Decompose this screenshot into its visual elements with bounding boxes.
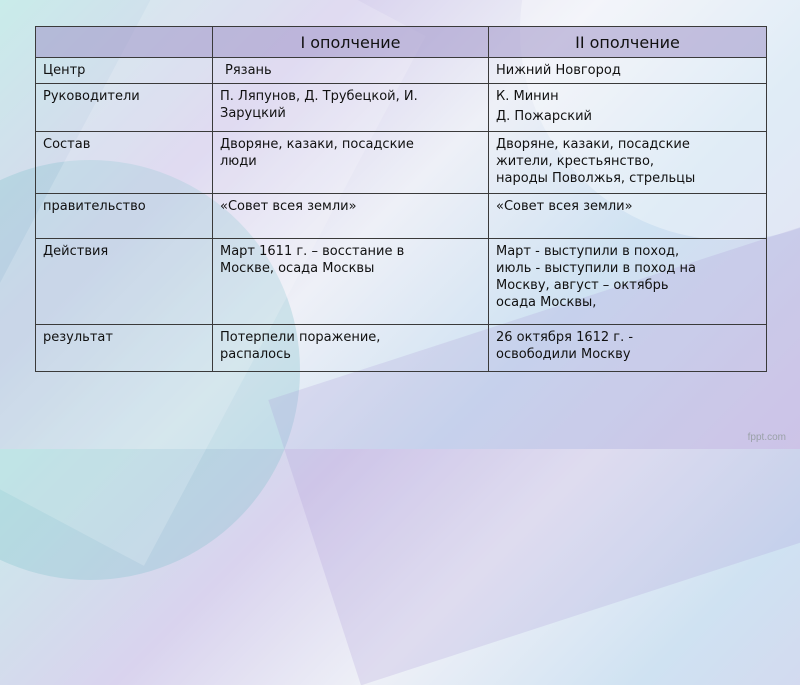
cell-text: Нижний Новгород	[496, 63, 621, 78]
cell-text: Москву, август – октябрь	[496, 278, 669, 293]
cell-text: Дворяне, казаки, посадские	[496, 137, 690, 152]
cell-text: жители, крестьянство,	[496, 154, 655, 169]
row-label: Центр	[36, 58, 213, 84]
table-row	[36, 132, 767, 194]
cell-text: Март 1611 г. – восстание в	[220, 244, 405, 259]
cell-text: Потерпели поражение,	[220, 330, 381, 345]
cell-second-militia	[489, 194, 767, 239]
header-empty-cell	[36, 27, 213, 58]
cell-first-militia	[213, 194, 489, 239]
cell-second-militia	[489, 84, 767, 132]
cell-text: К. Минин	[496, 89, 559, 104]
table-row	[36, 194, 767, 239]
cell-first-militia	[213, 239, 489, 325]
cell-first-militia	[213, 325, 489, 372]
cell-first-militia	[213, 132, 489, 194]
cell-text: 26 октября 1612 г. -	[496, 330, 634, 345]
cell-text: Дворяне, казаки, посадские	[220, 137, 414, 152]
cell-text: освободили Москву	[496, 347, 631, 362]
table-row	[36, 84, 767, 132]
cell-text: осада Москвы,	[496, 295, 597, 310]
table-row	[36, 239, 767, 325]
row-label: правительство	[36, 194, 213, 239]
cell-text: Москве, осада Москвы	[220, 261, 375, 276]
table-header-row	[36, 27, 767, 58]
row-label: Руководители	[36, 84, 213, 132]
cell-text: распалось	[220, 347, 291, 362]
header-second-militia: II ополчение	[489, 27, 767, 58]
table-row	[36, 325, 767, 372]
comparison-table	[35, 26, 767, 372]
cell-first-militia	[213, 84, 489, 132]
cell-text: «Совет всея земли»	[220, 199, 357, 214]
cell-text: Д. Пожарский	[496, 109, 592, 124]
header-first-militia: I ополчение	[213, 27, 489, 58]
cell-second-militia	[489, 325, 767, 372]
cell-text: «Совет всея земли»	[496, 199, 633, 214]
cell-second-militia	[489, 239, 767, 325]
table-row	[36, 58, 767, 84]
watermark-text: fppt.com	[747, 432, 786, 443]
cell-text: Март - выступили в поход,	[496, 244, 680, 259]
cell-text: люди	[220, 154, 257, 169]
row-label: Состав	[36, 132, 213, 194]
cell-text: Заруцкий	[220, 106, 286, 121]
cell-first-militia	[213, 58, 489, 84]
cell-text: П. Ляпунов, Д. Трубецкой, И.	[220, 89, 418, 104]
cell-text: Рязань	[225, 63, 272, 78]
cell-second-militia	[489, 58, 767, 84]
cell-second-militia	[489, 132, 767, 194]
cell-text: июль - выступили в поход на	[496, 261, 696, 276]
cell-text: народы Поволжья, стрельцы	[496, 171, 696, 186]
row-label: результат	[36, 325, 213, 372]
row-label: Действия	[36, 239, 213, 325]
